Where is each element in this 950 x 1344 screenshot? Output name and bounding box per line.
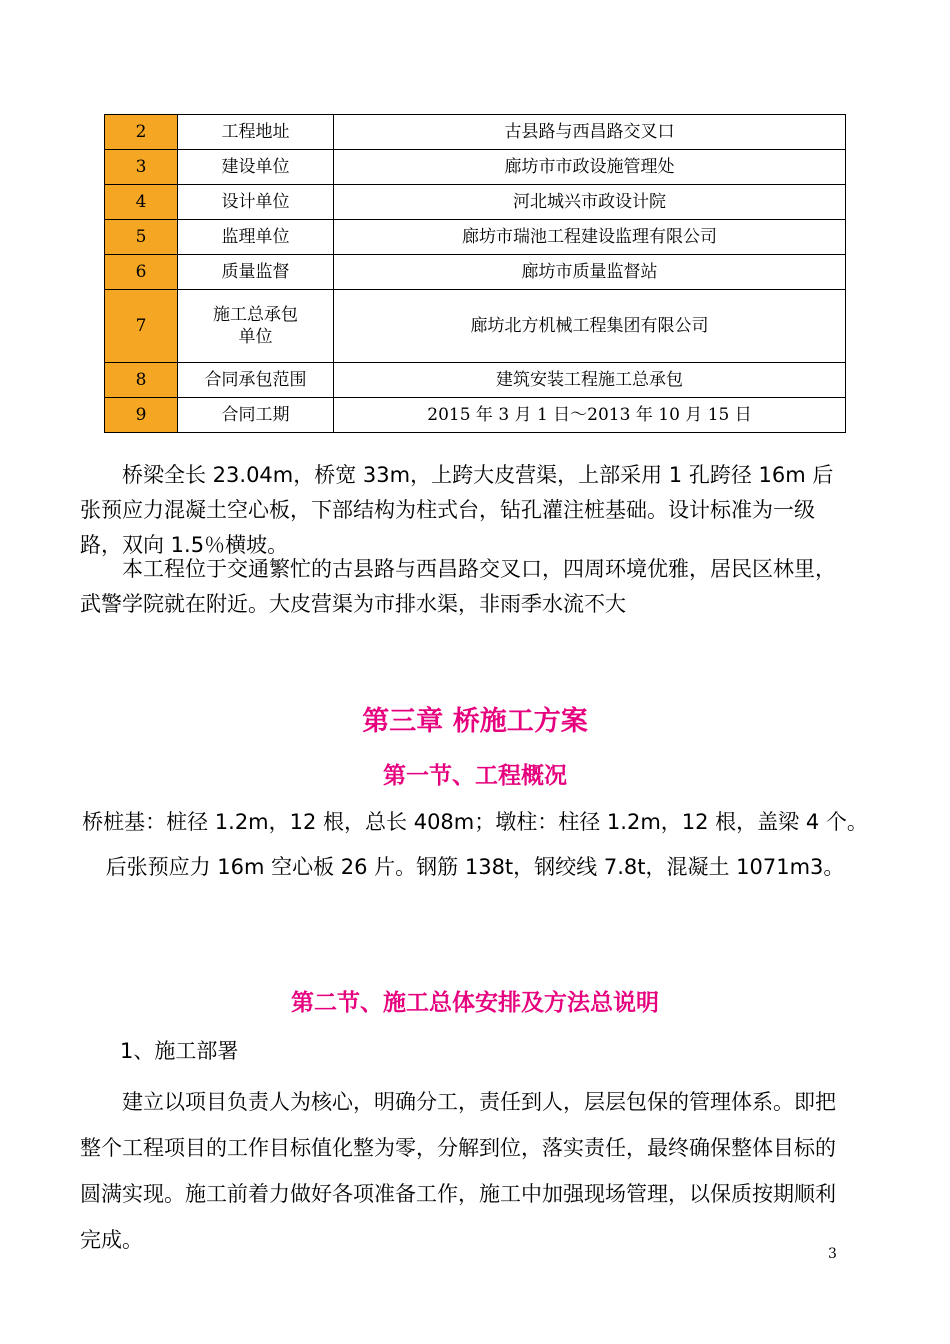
section-title: 第一节、工程概况 bbox=[383, 763, 567, 789]
page-number: 3 bbox=[828, 1246, 837, 1262]
location-paragraph: 本工程位于交通繁忙的古县路与西昌路交叉口，四周环境优雅，居民区林里，武警学院就在附近。大皮营渠为市排水渠，非雨季水流不大 bbox=[80, 557, 836, 616]
subheading: 1、施工部署 bbox=[120, 1039, 239, 1063]
row-label bbox=[178, 290, 334, 363]
bridge-description-paragraph: 桥梁全长 23.04m，桥宽 33m，上跨大皮营渠，上部采用 1 孔跨径 16m 后张预应力混凝土空心板，下部结构为柱式台，钻孔灌注桩基础。设计标准为一级路，双向 1.5％横坡。 bbox=[80, 463, 834, 557]
row-value: 建筑安装工程施工总承包 bbox=[334, 363, 846, 398]
table-row bbox=[105, 115, 846, 150]
row-label: 建设单位 bbox=[178, 150, 334, 185]
row-label: 工程地址 bbox=[178, 115, 334, 150]
project-info-table bbox=[104, 114, 846, 433]
row-number: 7 bbox=[105, 290, 178, 363]
table-row bbox=[105, 220, 846, 255]
row-label-line: 单位 bbox=[238, 327, 273, 347]
row-label: 合同工期 bbox=[178, 398, 334, 433]
row-value: 河北城兴市政设计院 bbox=[334, 185, 846, 220]
row-value: 廊坊北方机械工程集团有限公司 bbox=[334, 290, 846, 363]
row-label: 质量监督 bbox=[178, 255, 334, 290]
deployment-paragraph: 建立以项目负责人为核心，明确分工，责任到人，层层包保的管理体系。即把整个工程项目的工作目标值化整为零，分解到位，落实责任，最终确保整体目标的圆满实现。施工前着力做好各项准备工作，施工中加强现场管理，以保质按期顺利完成。 bbox=[80, 1090, 836, 1252]
row-number: 3 bbox=[105, 150, 178, 185]
row-label: 监理单位 bbox=[178, 220, 334, 255]
row-label: 设计单位 bbox=[178, 185, 334, 220]
table-row bbox=[105, 363, 846, 398]
section-title: 第二节、施工总体安排及方法总说明 bbox=[291, 990, 659, 1016]
chapter-title: 第三章 桥施工方案 bbox=[362, 706, 588, 737]
row-number: 2 bbox=[105, 115, 178, 150]
row-number: 8 bbox=[105, 363, 178, 398]
row-value: 廊坊市瑞池工程建设监理有限公司 bbox=[334, 220, 846, 255]
table-row bbox=[105, 290, 846, 363]
row-number: 6 bbox=[105, 255, 178, 290]
row-label-line: 施工总承包 bbox=[213, 305, 298, 325]
table-row bbox=[105, 185, 846, 220]
row-value: 2015 年 3 月 1 日～2013 年 10 月 15 日 bbox=[334, 398, 846, 433]
row-number: 9 bbox=[105, 398, 178, 433]
row-value: 廊坊市质量监督站 bbox=[334, 255, 846, 290]
table-row bbox=[105, 150, 846, 185]
row-label: 合同承包范围 bbox=[178, 363, 334, 398]
row-value: 廊坊市市政设施管理处 bbox=[334, 150, 846, 185]
row-value: 古县路与西昌路交叉口 bbox=[334, 115, 846, 150]
row-number: 4 bbox=[105, 185, 178, 220]
table-row bbox=[105, 255, 846, 290]
project-summary-text: 桥桩基：桩径 1.2m，12 根，总长 408m；墩柱：柱径 1.2m，12 根，盖梁 4 个。后张预应力 16m 空心板 26 片。钢筋 138t，钢绞线 7.8t，混凝土 1071m3。 bbox=[82, 810, 868, 879]
row-number: 5 bbox=[105, 220, 178, 255]
table-row bbox=[105, 398, 846, 433]
